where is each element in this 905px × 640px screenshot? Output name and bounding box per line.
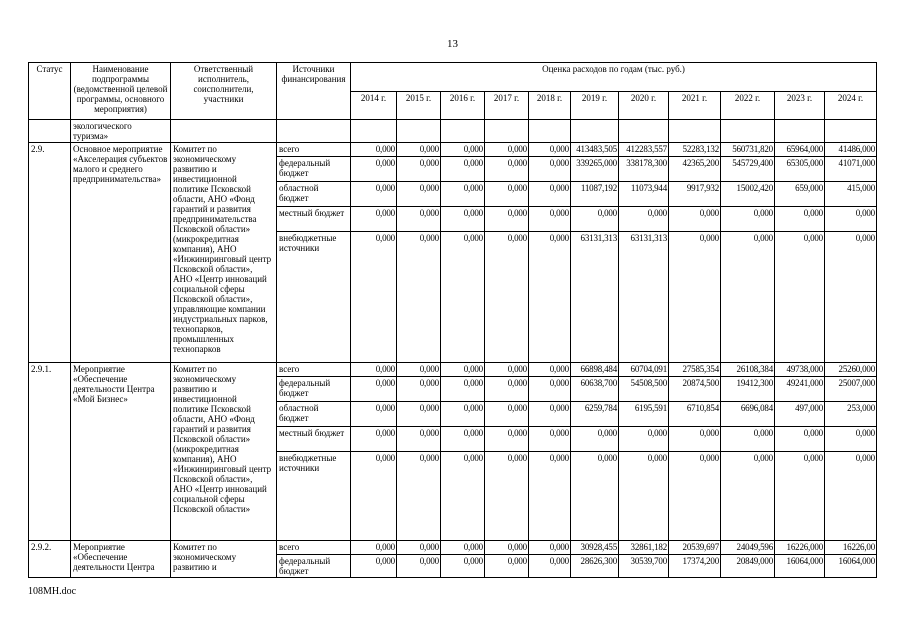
amount-cell: 659,000 bbox=[775, 182, 825, 207]
amount-cell: 0,000 bbox=[397, 555, 441, 578]
amount-cell: 20874,500 bbox=[669, 377, 721, 402]
amount-cell: 60638,700 bbox=[571, 377, 619, 402]
table-row bbox=[29, 363, 877, 377]
amount-cell: 0,000 bbox=[529, 363, 571, 377]
amount-cell: 0,000 bbox=[485, 555, 529, 578]
funding-source: всего bbox=[277, 541, 351, 555]
funding-source: местный бюджет bbox=[277, 207, 351, 232]
amount-cell: 0,000 bbox=[619, 427, 669, 452]
header-name: Наименование подпрограммы (ведомственной целевой программы, основного мероприятия) bbox=[71, 63, 171, 120]
amount-cell: 28626,300 bbox=[571, 555, 619, 578]
table-row bbox=[29, 143, 877, 157]
header-year: 2015 г. bbox=[397, 91, 441, 120]
amount-cell: 0,000 bbox=[571, 427, 619, 452]
amount-cell: 19412,300 bbox=[721, 377, 775, 402]
amount-cell: 0,000 bbox=[485, 427, 529, 452]
amount-cell: 0,000 bbox=[397, 157, 441, 182]
funding-source: всего bbox=[277, 363, 351, 377]
amount-cell: 63131,313 bbox=[571, 232, 619, 363]
amount-cell: 65964,000 bbox=[775, 143, 825, 157]
row-executor: Комитет по экономическому развитию и инвестиционной политике Псковской области, АНО «Фонд гарантий и развития Псковской области» (микрокредитная компания), АНО «Инжиниринговый центр Псковской области», АНО «Центр инноваций социальной сферы Псковской области» bbox=[171, 363, 277, 541]
amount-cell: 560731,820 bbox=[721, 143, 775, 157]
amount-cell: 0,000 bbox=[825, 427, 877, 452]
header-year: 2020 г. bbox=[619, 91, 669, 120]
amount-cell: 0,000 bbox=[529, 143, 571, 157]
amount-cell: 54508,500 bbox=[619, 377, 669, 402]
amount-cell: 0,000 bbox=[775, 452, 825, 541]
amount-cell: 0,000 bbox=[721, 207, 775, 232]
amount-cell: 0,000 bbox=[721, 452, 775, 541]
amount-cell: 0,000 bbox=[485, 157, 529, 182]
funding-source: внебюджетные источники bbox=[277, 452, 351, 541]
header-sources: Источники финансирования bbox=[277, 63, 351, 120]
amount-cell: 0,000 bbox=[485, 182, 529, 207]
amount-cell: 0,000 bbox=[397, 232, 441, 363]
amount-cell: 0,000 bbox=[441, 452, 485, 541]
row-name: Мероприятие «Обеспечение деятельности Центра bbox=[71, 541, 171, 578]
funding-source: федеральный бюджет bbox=[277, 555, 351, 578]
header-year: 2014 г. bbox=[351, 91, 397, 120]
amount-cell: 0,000 bbox=[669, 452, 721, 541]
amount-cell: 497,000 bbox=[775, 402, 825, 427]
amount-cell: 16226,000 bbox=[775, 541, 825, 555]
amount-cell: 0,000 bbox=[669, 207, 721, 232]
funding-source: внебюджетные источники bbox=[277, 232, 351, 363]
amount-cell: 0,000 bbox=[485, 207, 529, 232]
amount-cell: 27585,354 bbox=[669, 363, 721, 377]
amount-cell: 16226,00 bbox=[825, 541, 877, 555]
amount-cell: 339265,000 bbox=[571, 157, 619, 182]
amount-cell: 11087,192 bbox=[571, 182, 619, 207]
row-status: 2.9.2. bbox=[29, 541, 71, 578]
amount-cell: 0,000 bbox=[529, 541, 571, 555]
amount-cell: 16064,000 bbox=[825, 555, 877, 578]
amount-cell: 17374,200 bbox=[669, 555, 721, 578]
amount-cell: 9917,932 bbox=[669, 182, 721, 207]
amount-cell: 20849,000 bbox=[721, 555, 775, 578]
header-executor: Ответственный исполнитель, соисполнители, участники bbox=[171, 63, 277, 120]
amount-cell: 65305,000 bbox=[775, 157, 825, 182]
amount-cell: 0,000 bbox=[571, 207, 619, 232]
amount-cell: 0,000 bbox=[485, 402, 529, 427]
header-year: 2023 г. bbox=[775, 91, 825, 120]
header-year: 2016 г. bbox=[441, 91, 485, 120]
amount-cell: 0,000 bbox=[775, 232, 825, 363]
header-estimate: Оценка расходов по годам (тыс. руб.) bbox=[351, 63, 877, 92]
funding-source: федеральный бюджет bbox=[277, 377, 351, 402]
amount-cell: 412283,557 bbox=[619, 143, 669, 157]
amount-cell: 0,000 bbox=[485, 363, 529, 377]
amount-cell: 20539,697 bbox=[669, 541, 721, 555]
row-name: Основное мероприятие «Акселерация субъектов малого и среднего предпринимательства» bbox=[71, 143, 171, 363]
amount-cell: 0,000 bbox=[529, 427, 571, 452]
amount-cell: 30539,700 bbox=[619, 555, 669, 578]
amount-cell: 15002,420 bbox=[721, 182, 775, 207]
amount-cell: 25260,000 bbox=[825, 363, 877, 377]
header-year: 2017 г. bbox=[485, 91, 529, 120]
header-year: 2021 г. bbox=[669, 91, 721, 120]
amount-cell: 0,000 bbox=[529, 402, 571, 427]
amount-cell: 0,000 bbox=[397, 377, 441, 402]
amount-cell: 0,000 bbox=[529, 207, 571, 232]
amount-cell: 6710,854 bbox=[669, 402, 721, 427]
amount-cell: 0,000 bbox=[351, 157, 397, 182]
amount-cell: 0,000 bbox=[397, 182, 441, 207]
amount-cell: 11073,944 bbox=[619, 182, 669, 207]
amount-cell: 0,000 bbox=[351, 377, 397, 402]
amount-cell: 338178,300 bbox=[619, 157, 669, 182]
amount-cell: 32861,182 bbox=[619, 541, 669, 555]
amount-cell: 0,000 bbox=[441, 143, 485, 157]
amount-cell: 0,000 bbox=[397, 541, 441, 555]
amount-cell: 0,000 bbox=[619, 207, 669, 232]
funding-source: федеральный бюджет bbox=[277, 157, 351, 182]
amount-cell: 0,000 bbox=[397, 207, 441, 232]
amount-cell: 30928,455 bbox=[571, 541, 619, 555]
funding-source: всего bbox=[277, 143, 351, 157]
amount-cell: 26108,384 bbox=[721, 363, 775, 377]
amount-cell: 25007,000 bbox=[825, 377, 877, 402]
row-executor: Комитет по экономическому развитию и инвестиционной политике Псковской области, АНО «Фонд гарантий и развития предпринимательства Псковской области» (микрокредитная компания), АНО «Инжиниринговый центр Псковской области», АНО «Центр инноваций социальной сферы Псковской области», управляющие компании индустриальных парков, технопарков, промышленных технопарков bbox=[171, 143, 277, 363]
amount-cell: 0,000 bbox=[351, 207, 397, 232]
amount-cell: 41486,000 bbox=[825, 143, 877, 157]
amount-cell: 0,000 bbox=[529, 232, 571, 363]
funding-source: местный бюджет bbox=[277, 427, 351, 452]
amount-cell: 0,000 bbox=[397, 363, 441, 377]
amount-cell: 16064,000 bbox=[775, 555, 825, 578]
amount-cell: 0,000 bbox=[825, 452, 877, 541]
amount-cell: 49738,000 bbox=[775, 363, 825, 377]
amount-cell: 0,000 bbox=[351, 232, 397, 363]
amount-cell: 41071,000 bbox=[825, 157, 877, 182]
amount-cell: 66898,484 bbox=[571, 363, 619, 377]
amount-cell: 0,000 bbox=[351, 182, 397, 207]
amount-cell: 0,000 bbox=[441, 157, 485, 182]
amount-cell: 0,000 bbox=[441, 207, 485, 232]
amount-cell: 63131,313 bbox=[619, 232, 669, 363]
amount-cell: 0,000 bbox=[441, 232, 485, 363]
amount-cell: 413483,505 bbox=[571, 143, 619, 157]
amount-cell: 0,000 bbox=[397, 143, 441, 157]
amount-cell: 60704,091 bbox=[619, 363, 669, 377]
amount-cell: 0,000 bbox=[351, 555, 397, 578]
amount-cell: 0,000 bbox=[529, 555, 571, 578]
amount-cell: 0,000 bbox=[669, 232, 721, 363]
amount-cell: 0,000 bbox=[441, 377, 485, 402]
amount-cell: 0,000 bbox=[351, 143, 397, 157]
expenses-table bbox=[28, 62, 877, 578]
amount-cell: 0,000 bbox=[529, 377, 571, 402]
amount-cell: 0,000 bbox=[441, 427, 485, 452]
continuation-status-cell bbox=[29, 120, 71, 143]
amount-cell: 0,000 bbox=[825, 207, 877, 232]
amount-cell: 0,000 bbox=[485, 377, 529, 402]
amount-cell: 49241,000 bbox=[775, 377, 825, 402]
amount-cell: 0,000 bbox=[619, 452, 669, 541]
amount-cell: 0,000 bbox=[351, 541, 397, 555]
header-year: 2018 г. bbox=[529, 91, 571, 120]
amount-cell: 42365,200 bbox=[669, 157, 721, 182]
header-status: Статус bbox=[29, 63, 71, 120]
page-number: 13 bbox=[447, 38, 458, 50]
amount-cell: 253,000 bbox=[825, 402, 877, 427]
amount-cell: 0,000 bbox=[669, 427, 721, 452]
funding-source: областной бюджет bbox=[277, 402, 351, 427]
continuation-name: экологического туризма» bbox=[71, 120, 171, 143]
amount-cell: 0,000 bbox=[529, 452, 571, 541]
amount-cell: 6259,784 bbox=[571, 402, 619, 427]
header-year: 2022 г. bbox=[721, 91, 775, 120]
amount-cell: 6696,084 bbox=[721, 402, 775, 427]
amount-cell: 545729,400 bbox=[721, 157, 775, 182]
amount-cell: 0,000 bbox=[529, 182, 571, 207]
amount-cell: 0,000 bbox=[529, 157, 571, 182]
amount-cell: 0,000 bbox=[571, 452, 619, 541]
amount-cell: 0,000 bbox=[721, 232, 775, 363]
amount-cell: 0,000 bbox=[441, 555, 485, 578]
amount-cell: 0,000 bbox=[351, 452, 397, 541]
amount-cell: 0,000 bbox=[351, 402, 397, 427]
row-status: 2.9. bbox=[29, 143, 71, 363]
amount-cell: 0,000 bbox=[485, 452, 529, 541]
amount-cell: 0,000 bbox=[485, 143, 529, 157]
amount-cell: 0,000 bbox=[485, 541, 529, 555]
header-year: 2019 г. bbox=[571, 91, 619, 120]
amount-cell: 0,000 bbox=[351, 363, 397, 377]
amount-cell: 0,000 bbox=[775, 427, 825, 452]
amount-cell: 0,000 bbox=[825, 232, 877, 363]
amount-cell: 24049,596 bbox=[721, 541, 775, 555]
amount-cell: 0,000 bbox=[775, 207, 825, 232]
table-row bbox=[29, 541, 877, 555]
footer-filename: 108МН.doc bbox=[28, 586, 77, 597]
amount-cell: 0,000 bbox=[351, 427, 397, 452]
amount-cell: 0,000 bbox=[441, 363, 485, 377]
header-year: 2024 г. bbox=[825, 91, 877, 120]
amount-cell: 0,000 bbox=[397, 402, 441, 427]
amount-cell: 0,000 bbox=[721, 427, 775, 452]
amount-cell: 0,000 bbox=[397, 427, 441, 452]
amount-cell: 0,000 bbox=[485, 232, 529, 363]
amount-cell: 0,000 bbox=[397, 452, 441, 541]
row-name: Мероприятие «Обеспечение деятельности Центра «Мой Бизнес» bbox=[71, 363, 171, 541]
amount-cell: 6195,591 bbox=[619, 402, 669, 427]
amount-cell: 0,000 bbox=[441, 402, 485, 427]
amount-cell: 0,000 bbox=[441, 182, 485, 207]
amount-cell: 0,000 bbox=[441, 541, 485, 555]
amount-cell: 415,000 bbox=[825, 182, 877, 207]
row-status: 2.9.1. bbox=[29, 363, 71, 541]
amount-cell: 52283,132 bbox=[669, 143, 721, 157]
row-executor: Комитет по экономическому развитию и bbox=[171, 541, 277, 578]
funding-source: областной бюджет bbox=[277, 182, 351, 207]
